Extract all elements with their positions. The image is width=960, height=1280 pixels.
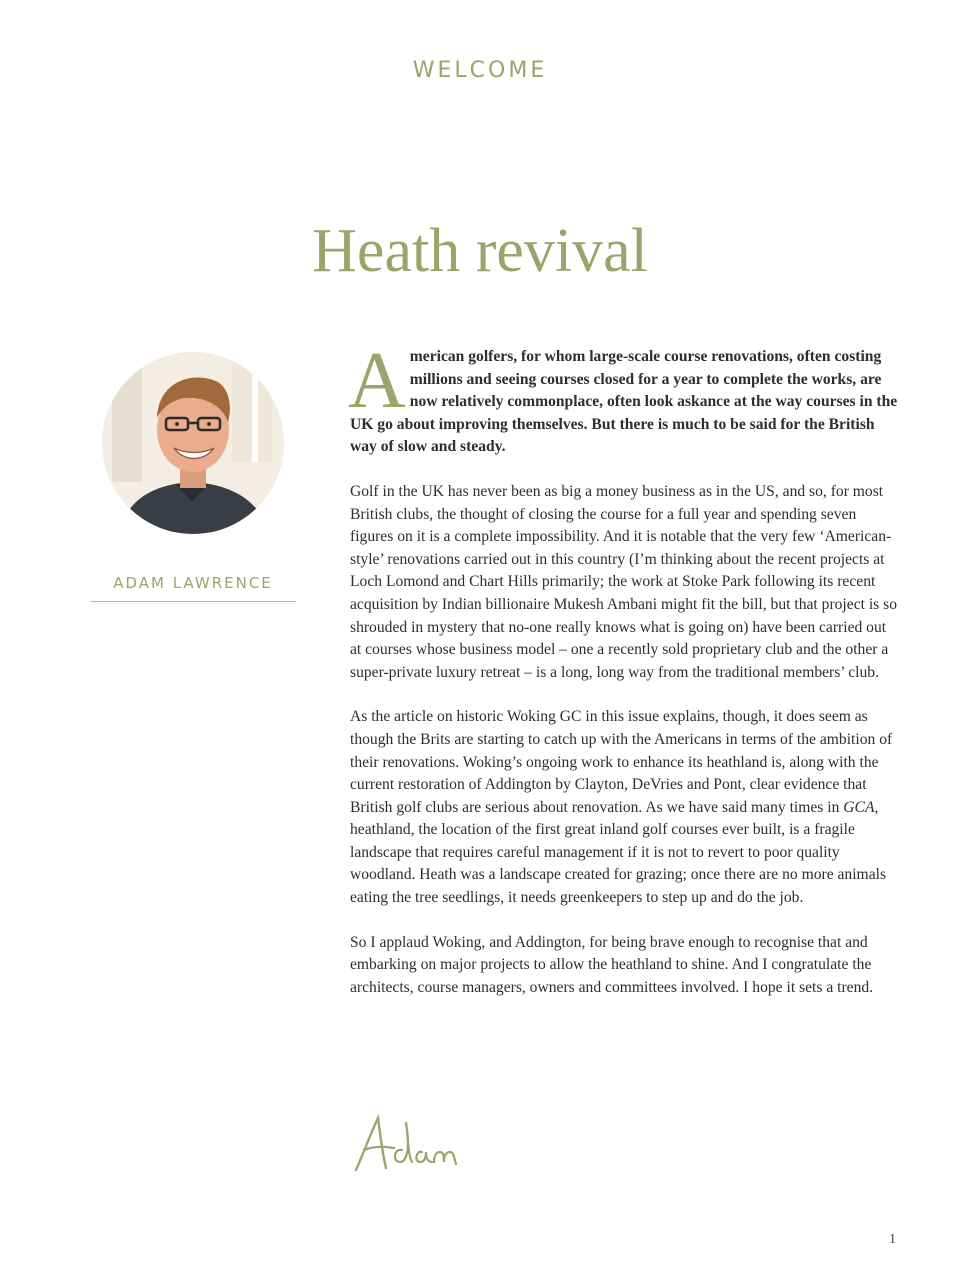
signature-graphic — [350, 1112, 460, 1176]
author-photo — [102, 352, 284, 534]
author-signature — [350, 1112, 460, 1176]
lead-paragraph — [348, 337, 898, 459]
body-paragraph-2-start: As the article on historic Woking GC in this issue explains, though, it does seem as though the Brits are starting to catch up with the Americans in terms of the ambition of their renovations. Woking’s ongoing work to enhance its heathland is, along with the current restoration of Addington by Clayton, DeVries and Pont, clear evidence that British golf clubs are serious about renovation. As we have said many times in — [350, 708, 893, 816]
body-paragraph-1: Golf in the UK has never been as big a money business as in the US, and so, for most British clubs, the thought of closing the course for a full year and spending seven figures on it is a complete impossibility. And it is notable that the very few ‘American-style’ renovations carried out in this country (I’m thinking about the recent projects at Loch Lomond and Chart Hills primarily; the work at Stoke Park following its recent acquisition by Indian billionaire Mukesh Ambani might fit the bill, but that project is so shrouded in mystery that no-one really knows what is going on) have been carried out at courses whose business model – one a recently sold proprietary club and the other a super-private luxury retreat – is a long, long way from the traditional members’ club. — [350, 482, 898, 681]
body-paragraph-2-end: , heathland, the location of the first great inland golf courses ever built, is a fragile landscape that requires careful management if it is not to revert to poor quality woodland. Heath was a landscape created for grazing; once there are no more animals eating the tree seedlings, it needs greenkeepers to step up and do the job. — [350, 798, 887, 907]
lead-text: merican golfers, for whom large-scale course renovations, often costing millions and seeing courses closed for a year to complete the works, are now relatively commonplace, often look askance at the way courses in the UK go about improving themselves. But there is much to be said for the British way of slow and steady. — [350, 348, 898, 456]
body-paragraph-3: So I applaud Woking, and Addington, for being brave enough to recognise that and embarking on major projects to allow the heathland to shine. And I congratulate the architects, course managers, owners and committees involved. I hope it sets a trend. — [350, 933, 874, 996]
author-name: ADAM LAWRENCE — [113, 574, 273, 592]
author-divider — [90, 601, 296, 602]
article-title: Heath revival — [312, 217, 648, 285]
publication-name: GCA — [843, 798, 875, 816]
author-portrait-illustration — [102, 352, 284, 534]
body-paragraph-2 — [350, 706, 898, 909]
article-body — [348, 337, 898, 1021]
drop-cap: A — [348, 337, 406, 425]
page-number: 1 — [889, 1232, 896, 1247]
section-label: WELCOME — [412, 58, 548, 83]
